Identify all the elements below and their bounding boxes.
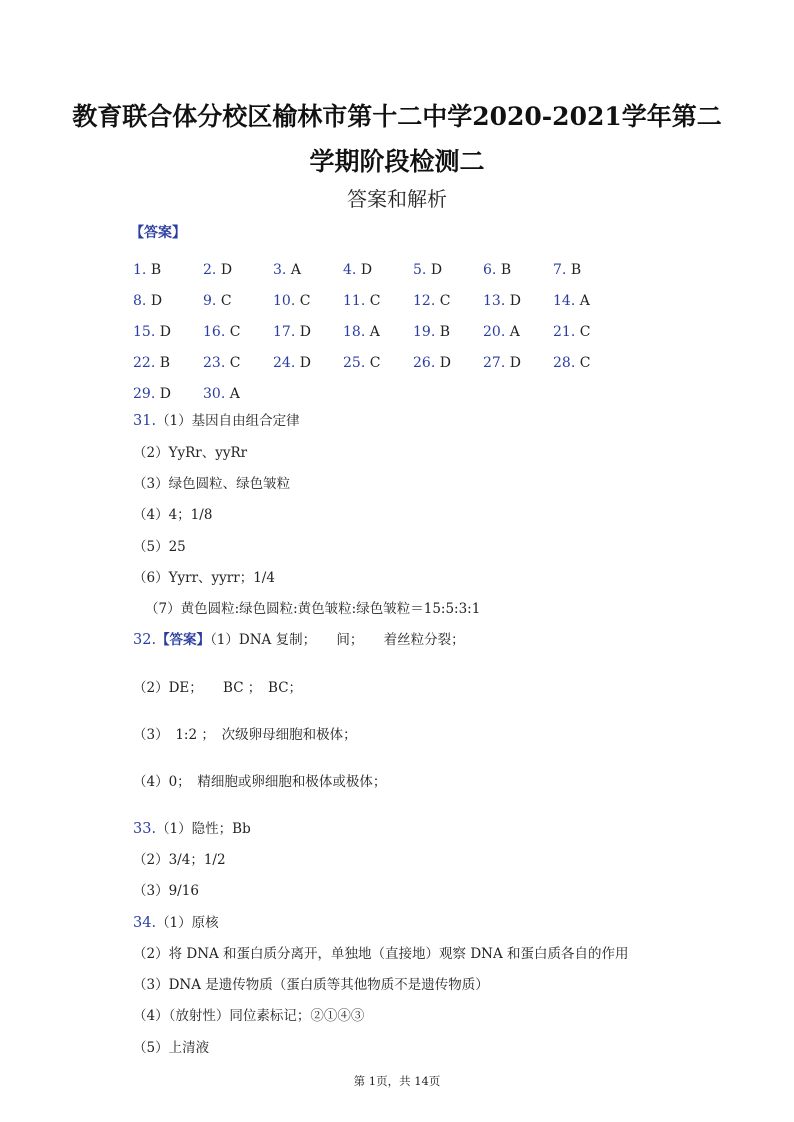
q33-number: 33. [133, 821, 157, 837]
question-number: 22. [133, 354, 156, 371]
q34-answer-1: （1）原核 [156, 915, 219, 931]
answer-item [413, 355, 483, 371]
answer-choice: D [430, 261, 443, 278]
question-number: 26. [413, 354, 436, 371]
q31-answer-3: （3）绿色圆粒、绿色皱粒 [133, 476, 291, 492]
question-number: 10. [273, 292, 296, 309]
question-number: 28. [553, 354, 576, 371]
q32-number: 32. [133, 632, 157, 648]
q34-answer-3: （3）DNA 是遗传物质（蛋白质等其他物质不是遗传物质） [133, 977, 489, 993]
answer-item [133, 355, 203, 371]
answer-item [413, 293, 483, 309]
q32-line-1 [133, 628, 465, 648]
answer-choice: D [299, 323, 311, 340]
page-title-line-1: 教育联合体分校区榆林市第十二中学2020-2021学年第二 [72, 102, 722, 131]
answer-item [553, 293, 623, 309]
q34-number: 34. [133, 915, 157, 931]
answer-choice: B [439, 323, 451, 340]
answer-item [553, 355, 623, 371]
answer-choice: C [369, 354, 381, 371]
q33-line-1 [133, 817, 251, 837]
question-number: 4. [343, 261, 357, 278]
q32-answer-3: （3） 1:2 ； 次级卵母细胞和极体； [133, 727, 357, 743]
answer-choice: D [220, 261, 233, 278]
q32-answer-2: （2）DE； BC ； BC； [133, 680, 303, 696]
answer-item [133, 262, 203, 278]
question-number: 5. [413, 261, 427, 278]
answer-row [133, 254, 653, 285]
question-number: 1. [133, 261, 147, 278]
answer-item [553, 262, 623, 278]
answer-choice: D [509, 354, 521, 371]
answer-choice: B [150, 261, 162, 278]
question-number: 25. [343, 354, 366, 371]
question-number: 12. [413, 292, 436, 309]
question-number: 14. [553, 292, 576, 309]
question-number: 23. [203, 354, 226, 371]
answer-choice: C [439, 292, 451, 309]
question-number: 3. [273, 261, 287, 278]
answer-item [203, 355, 273, 371]
question-number: 19. [413, 323, 436, 340]
multiple-choice-answer-grid [133, 254, 653, 409]
q31-answer-7: （7）黄色圆粒:绿色圆粒:黄色皱粒:绿色皱粒＝15:5:3:1 [145, 601, 481, 617]
answer-item [553, 324, 623, 340]
q34-answer-4: （4）（放射性）同位素标记；②①④③ [133, 1008, 365, 1024]
answer-choice: A [369, 323, 380, 340]
q31-answer-6: （6）Yyrr、yyrr；1/4 [133, 570, 275, 586]
answer-item [273, 293, 343, 309]
q32-answer-1: （1）DNA 复制； 间； 着丝粒分裂； [210, 632, 465, 648]
answer-item [273, 262, 343, 278]
answer-item [483, 324, 553, 340]
answer-choice: B [500, 261, 512, 278]
answer-item [203, 293, 273, 309]
question-number: 6. [483, 261, 497, 278]
question-number: 16. [203, 323, 226, 340]
q31-line-1 [133, 409, 300, 429]
q34-line-1 [133, 911, 219, 931]
answer-row [133, 285, 653, 316]
question-number: 13. [483, 292, 506, 309]
answer-choice: D [509, 292, 521, 309]
answer-item [483, 355, 553, 371]
answer-item [343, 262, 413, 278]
page-title-line-2: 学期阶段检测二 [309, 147, 485, 176]
question-number: 27. [483, 354, 506, 371]
question-number: 29. [133, 385, 156, 402]
answer-item [343, 293, 413, 309]
answer-choice: A [579, 292, 590, 309]
answers-heading: 【答案】 [130, 225, 186, 241]
answer-choice: C [369, 292, 381, 309]
q34-answer-5: （5）上清液 [133, 1040, 210, 1056]
q31-answer-2: （2）YyRr、yyRr [133, 445, 248, 461]
answer-choice: A [290, 261, 301, 278]
answer-item [273, 324, 343, 340]
answer-item [133, 324, 203, 340]
answer-item [413, 324, 483, 340]
question-number: 21. [553, 323, 576, 340]
q32-answer-tag: 【答案】 [156, 632, 211, 648]
answer-choice: C [299, 292, 311, 309]
answer-choice: D [159, 385, 171, 402]
q32-answer-4: （4）0； 精细胞或卵细胞和极体或极体； [133, 774, 387, 790]
answer-choice: D [299, 354, 311, 371]
q31-answer-4: （4）4；1/8 [133, 507, 213, 523]
page-subtitle: 答案和解析 [347, 187, 447, 211]
answer-choice: C [579, 323, 591, 340]
q31-number: 31. [133, 413, 157, 429]
answer-item [273, 355, 343, 371]
answer-item [203, 262, 273, 278]
answer-choice: C [229, 354, 241, 371]
answer-choice: D [159, 323, 171, 340]
question-number: 11. [343, 292, 366, 309]
q33-answer-2: （2）3/4；1/2 [133, 852, 226, 868]
answer-choice: D [150, 292, 163, 309]
page-footer: 第 1页，共 14页 [353, 1074, 441, 1088]
question-number: 2. [203, 261, 217, 278]
q33-answer-3: （3）9/16 [133, 883, 199, 899]
answer-row [133, 316, 653, 347]
question-number: 15. [133, 323, 156, 340]
answer-choice: A [229, 385, 240, 402]
answer-item [203, 324, 273, 340]
answer-row [133, 347, 653, 378]
answer-choice: D [439, 354, 451, 371]
q31-answer-5: （5）25 [133, 539, 186, 555]
answer-item [133, 386, 203, 402]
question-number: 20. [483, 323, 506, 340]
question-number: 7. [553, 261, 567, 278]
question-number: 30. [203, 385, 226, 402]
answer-item [133, 293, 203, 309]
q33-answer-1: （1）隐性；Bb [156, 821, 251, 837]
answer-item [483, 262, 553, 278]
q31-answer-1: （1）基因自由组合定律 [156, 413, 300, 429]
answer-choice: A [509, 323, 520, 340]
question-number: 24. [273, 354, 296, 371]
answer-item [343, 324, 413, 340]
answer-choice: B [159, 354, 171, 371]
answer-choice: C [220, 292, 232, 309]
answer-row [133, 378, 653, 409]
question-number: 17. [273, 323, 296, 340]
answer-choice: D [360, 261, 373, 278]
answer-item [483, 293, 553, 309]
answer-item [203, 386, 273, 402]
answer-item [413, 262, 483, 278]
q34-answer-2: （2）将 DNA 和蛋白质分离开，单独地（直接地）观察 DNA 和蛋白质各自的作用 [133, 946, 629, 962]
answer-item [343, 355, 413, 371]
answer-choice: C [579, 354, 591, 371]
question-number: 8. [133, 292, 147, 309]
answer-choice: C [229, 323, 241, 340]
question-number: 9. [203, 292, 217, 309]
answer-choice: B [570, 261, 582, 278]
question-number: 18. [343, 323, 366, 340]
